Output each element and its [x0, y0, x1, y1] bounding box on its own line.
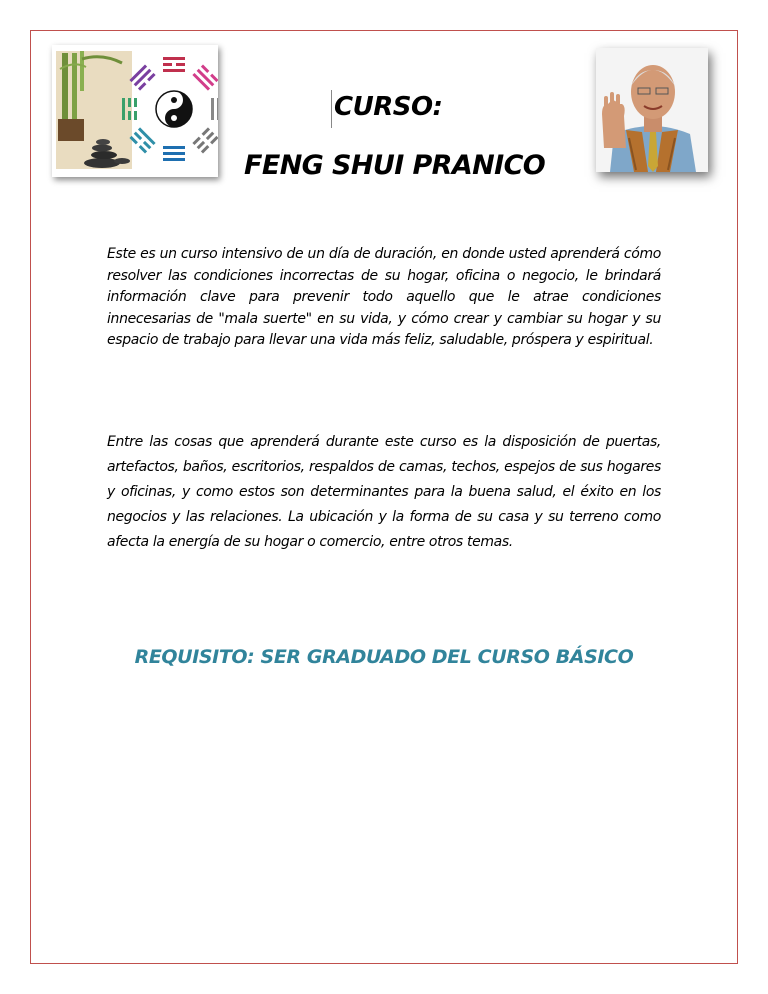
bagua-yin-yang-image — [52, 45, 218, 177]
title-line-2: FENG SHUI PRANICO — [244, 150, 546, 181]
topics-paragraph: Entre las cosas que aprenderá durante este curso es la disposición de puertas, artefactos, baños, escritorios, respaldos de camas, techos, espejos de sus hogares y oficinas, y como estos son determinantes para la buena salud, el éxito en los negocios y las relaciones. La ubicación y la forma de su casa y su terreno como afecta la energía de su hogar o comercio, entre otros temas. — [107, 434, 661, 550]
text-cursor — [331, 90, 332, 128]
teacher-portrait-image — [596, 48, 708, 172]
title-line-1: CURSO: — [334, 92, 443, 122]
intro-paragraph: Este es un curso intensivo de un día de duración, en donde usted aprenderá cómo resolver las condiciones incorrectas de su hogar, oficina o negocio, le brindará información clave para prevenir todo aquello que le atrae condiciones innecesarias de "mala suerte" en su vida, y cómo crear y cambiar su hogar y su espacio de trabajo para llevar una vida más feliz, saludable, próspera y espiritual. — [107, 246, 661, 348]
requirement-heading: REQUISITO: SER GRADUADO DEL CURSO BÁSICO — [134, 646, 634, 668]
